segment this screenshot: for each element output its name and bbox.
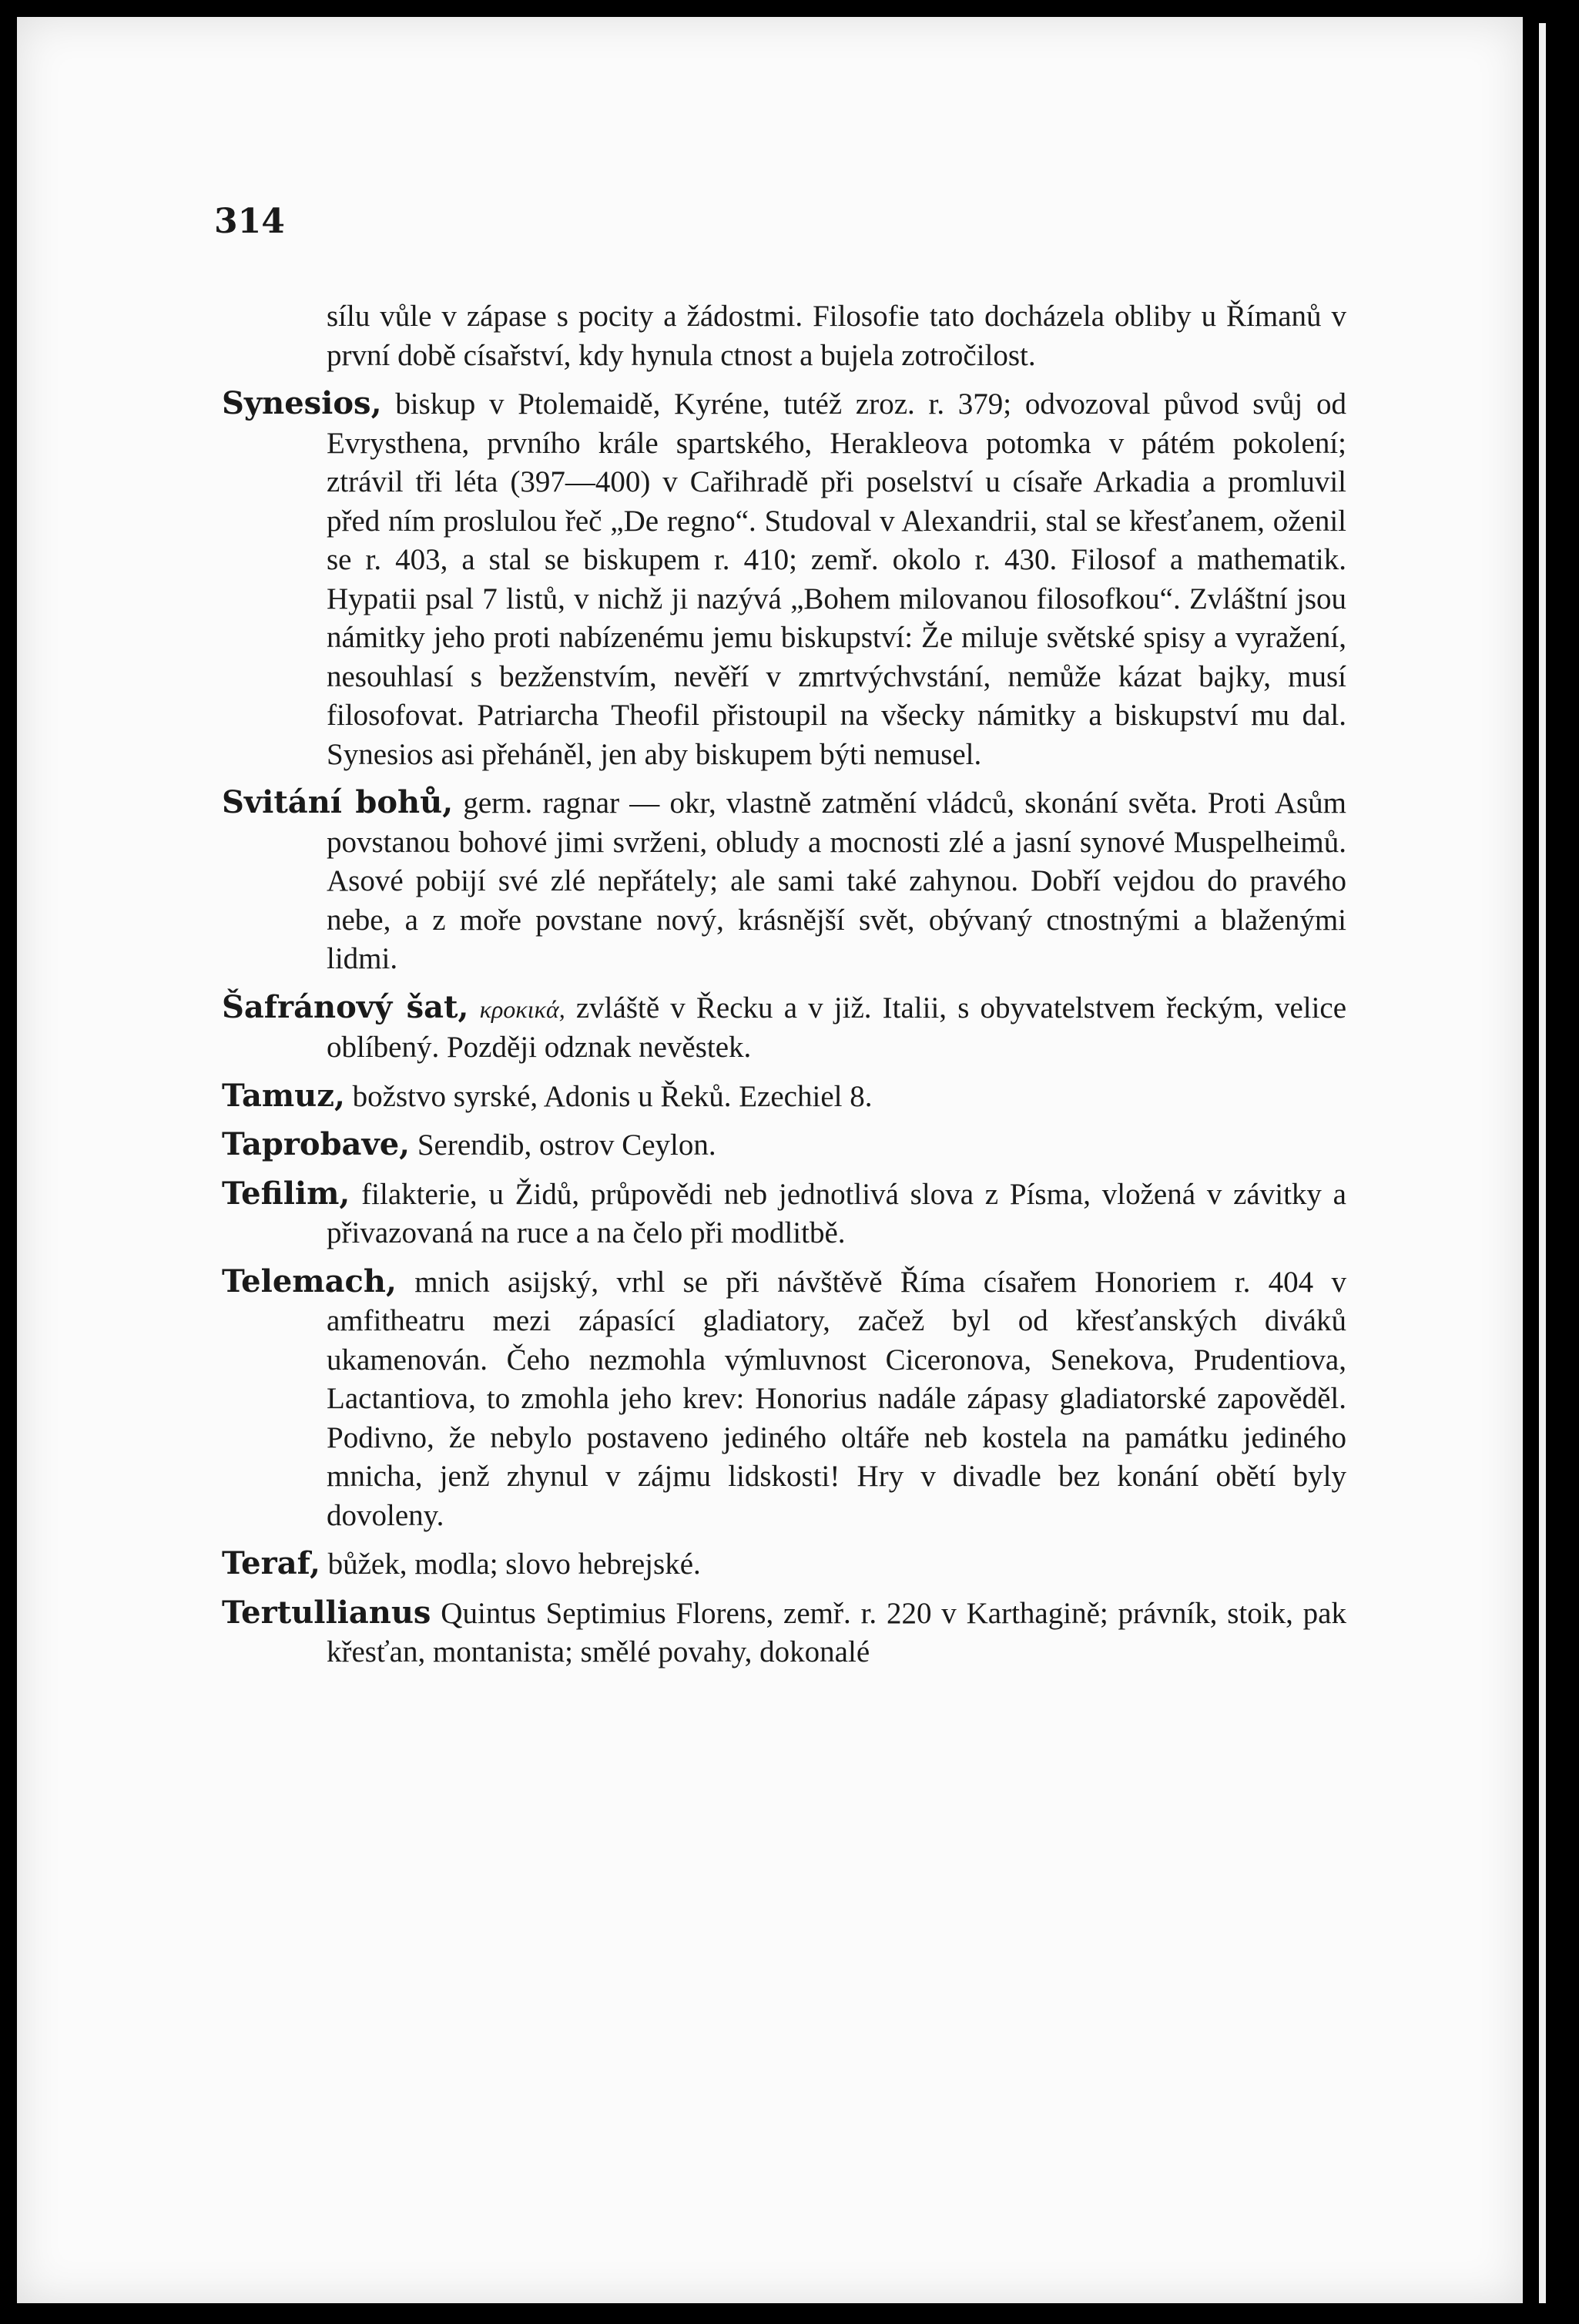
- next-page-edge: [1539, 23, 1546, 2303]
- entry-headword: Tertullianus: [222, 1594, 431, 1631]
- entry-continuation: [222, 297, 1346, 375]
- entry-tamuz: [222, 1077, 1346, 1117]
- entry-text: mnich asijský, vrhl se při návštěvě Říma císařem Honoriem r. 404 v amfitheatru mezi zápasící gladiatory, začež byl od křesťanských diváků ukamenován. Čeho nezmohla výmluvnost Ciceronova, Senekova, Prudentiova, Lactantiova, to zmohla jeho krev: Honorius nadále zápasy gladiatorské zapověděl. Podivno, že nebylo postaveno jediného oltáře neb kostela na památku jediného mnicha, jenž zhynul v zájmu lidskosti! Hry v divadle bez konání obětí byly dovoleny.: [327, 1265, 1347, 1532]
- entry-headword: Svitání bohů,: [222, 784, 454, 820]
- entry-text: Quintus Septimius Florens, zemř. r. 220 v Karthagině; právník, stoik, pak křesťan, montanista; smělé povahy, dokonalé: [327, 1596, 1346, 1668]
- entry-telemach: [222, 1263, 1346, 1536]
- entry-synesios: [222, 384, 1346, 774]
- entry-tertullianus: [222, 1594, 1346, 1672]
- entry-headword: Šafránový šat,: [222, 988, 469, 1025]
- entry-safranovy-sat: [222, 988, 1346, 1068]
- entry-text: Serendib, ostrov Ceylon.: [417, 1128, 716, 1162]
- entry-tefilim: [222, 1175, 1346, 1253]
- entry-taprobave: [222, 1125, 1346, 1165]
- entry-text: filakterie, u Židů, průpovědi neb jednotlivá slova z Písma, vložená v závitky a přivazovaná na ruce a na čelo při modlitbě.: [327, 1177, 1346, 1249]
- entry-greek-term: κροκικά,: [479, 994, 565, 1023]
- entry-text: sílu vůle v zápase s pocity a žádostmi. Filosofie tato docházela obliby u Římanů v první době císařství, kdy hynula ctnost a bujela zotročilost.: [327, 300, 1346, 372]
- entry-headword: Teraf,: [222, 1545, 320, 1581]
- entry-headword: Telemach,: [222, 1263, 397, 1299]
- entry-headword: Taprobave,: [222, 1126, 411, 1162]
- entry-teraf: [222, 1544, 1346, 1585]
- page-number: 314: [214, 202, 285, 241]
- entry-text: germ. ragnar — okr, vlastně zatmění vládců, skonání světa. Proti Asům povstanou bohové jimi svrženi, obludy a mocnosti zlé a jasní synové Muspelheimů. Asové pobijí své zlé nepřátely; ale sami také zahynou. Dobří vejdou do pravého nebe, a z moře povstane nový, krásnější svět, obývaný ctnostnými a blaženými lidmi.: [327, 786, 1346, 975]
- entry-text: zvláště v Řecku a v již. Italii, s obyvatelstvem řeckým, velice oblíbený. Později odznak nevěstek.: [327, 991, 1347, 1064]
- entry-text: božstvo syrské, Adonis u Řeků. Ezechiel 8.: [352, 1079, 873, 1113]
- entry-svitani-bohu: [222, 783, 1346, 979]
- dictionary-text: [222, 297, 1346, 1682]
- entry-headword: Tefilim,: [222, 1175, 350, 1212]
- entry-text: bůžek, modla; slovo hebrejské.: [327, 1548, 701, 1581]
- entry-text: biskup v Ptolemaidě, Kyréne, tutéž zroz. r. 379; odvozoval původ svůj od Evrysthena, prvního krále spartského, Herakleova potomka v pátém pokolení; ztrávil tři léta (397—400) v Cařihradě při poselství u císaře Arkadia a promluvil před ním proslulou řeč „De regno“. Studoval v Alexandrii, stal se křesťanem, oženil se r. 403, a stal se biskupem r. 410; zemř. okolo r. 430. Filosof a mathematik. Hypatii psal 7 listů, v nichž ji nazývá „Bohem milovanou filosofkou“. Zvláštní jsou námitky jeho proti nabízenému jemu biskupství: Že miluje světské spisy a vyražení, nesouhlasí s bezženstvím, nevěří v zmrtvýchvstání, nemůže kázat bajky, musí filosofovat. Patriarcha Theofil přistoupil na všecky námitky a biskupství mu dal. Synesios asi přeháněl, jen aby biskupem býti nemusel.: [327, 387, 1346, 771]
- entry-headword: Tamuz,: [222, 1077, 345, 1114]
- entry-headword: Synesios,: [222, 385, 382, 421]
